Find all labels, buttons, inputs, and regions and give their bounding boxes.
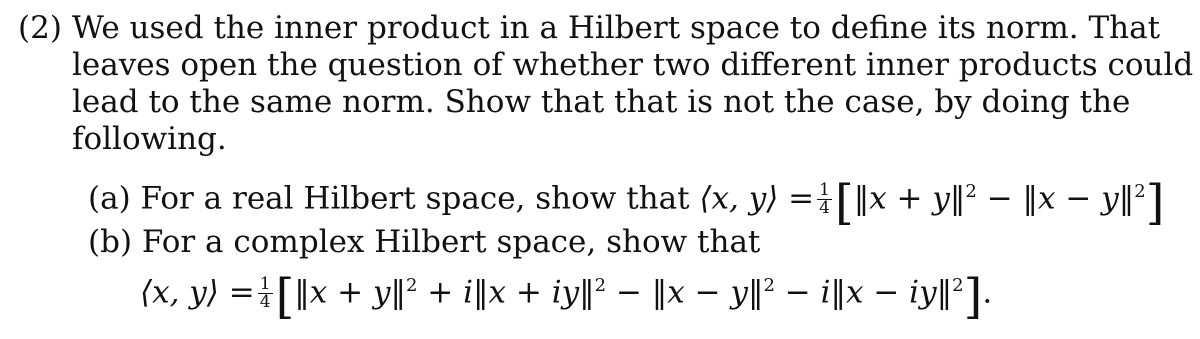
part-b <box>88 224 760 260</box>
part-b-open-bracket: [ <box>275 268 295 325</box>
part-a-term1: ‖x + y‖ <box>853 180 966 217</box>
part-a-term2: − ‖x − y‖ <box>976 180 1135 217</box>
part-b-term2: + i‖x + iy‖ <box>417 274 595 311</box>
part-a-label: (a) <box>88 180 131 217</box>
part-b-fraction: $\frac{1}{4}$ <box>259 274 271 313</box>
intro-line-3: lead to the same norm. Show that that is not the case, by doing the <box>72 84 1131 120</box>
part-a-close-bracket: ] <box>1145 174 1165 231</box>
part-a: (a) For a real Hilbert space, show that ⟨x, y⟩ = $\frac{1}{4}$ [‖x + y‖$^2$ − ‖x − y‖$^2$] <box>88 174 1165 231</box>
part-b-close-bracket: ] <box>963 268 983 325</box>
part-b-formula: ⟨x, y⟩ = $\frac{1}{4}$ [‖x + y‖$^2$ + i‖x + iy‖$^2$ − ‖x − y‖$^2$ − i‖x − iy‖$^2$]. <box>140 268 993 325</box>
part-b-period: . <box>982 274 993 311</box>
part-b-label: (b) <box>88 224 133 260</box>
part-a-fraction: $\frac{1}{4}$ <box>819 180 830 219</box>
part-b-lhs: ⟨x, y⟩ = <box>140 274 255 311</box>
problem-number: (2) <box>18 10 62 46</box>
part-a-open-bracket: [ <box>834 174 854 231</box>
part-a-lhs: ⟨x, y⟩ = <box>699 180 815 217</box>
part-b-text: For a complex Hilbert space, show that <box>141 224 761 260</box>
part-b-term3: − ‖x − y‖ <box>606 274 764 311</box>
part-b-term4: − i‖x − iy‖ <box>774 274 953 311</box>
intro-line-1: We used the inner product in a Hilbert space to define its norm. That <box>72 10 1161 46</box>
intro-line-4: following. <box>72 121 227 157</box>
part-a-text: For a real Hilbert space, show that <box>140 180 690 217</box>
intro-line-2: leaves open the question of whether two different inner products could <box>72 47 1194 83</box>
part-b-term1: ‖x + y‖ <box>294 274 406 311</box>
